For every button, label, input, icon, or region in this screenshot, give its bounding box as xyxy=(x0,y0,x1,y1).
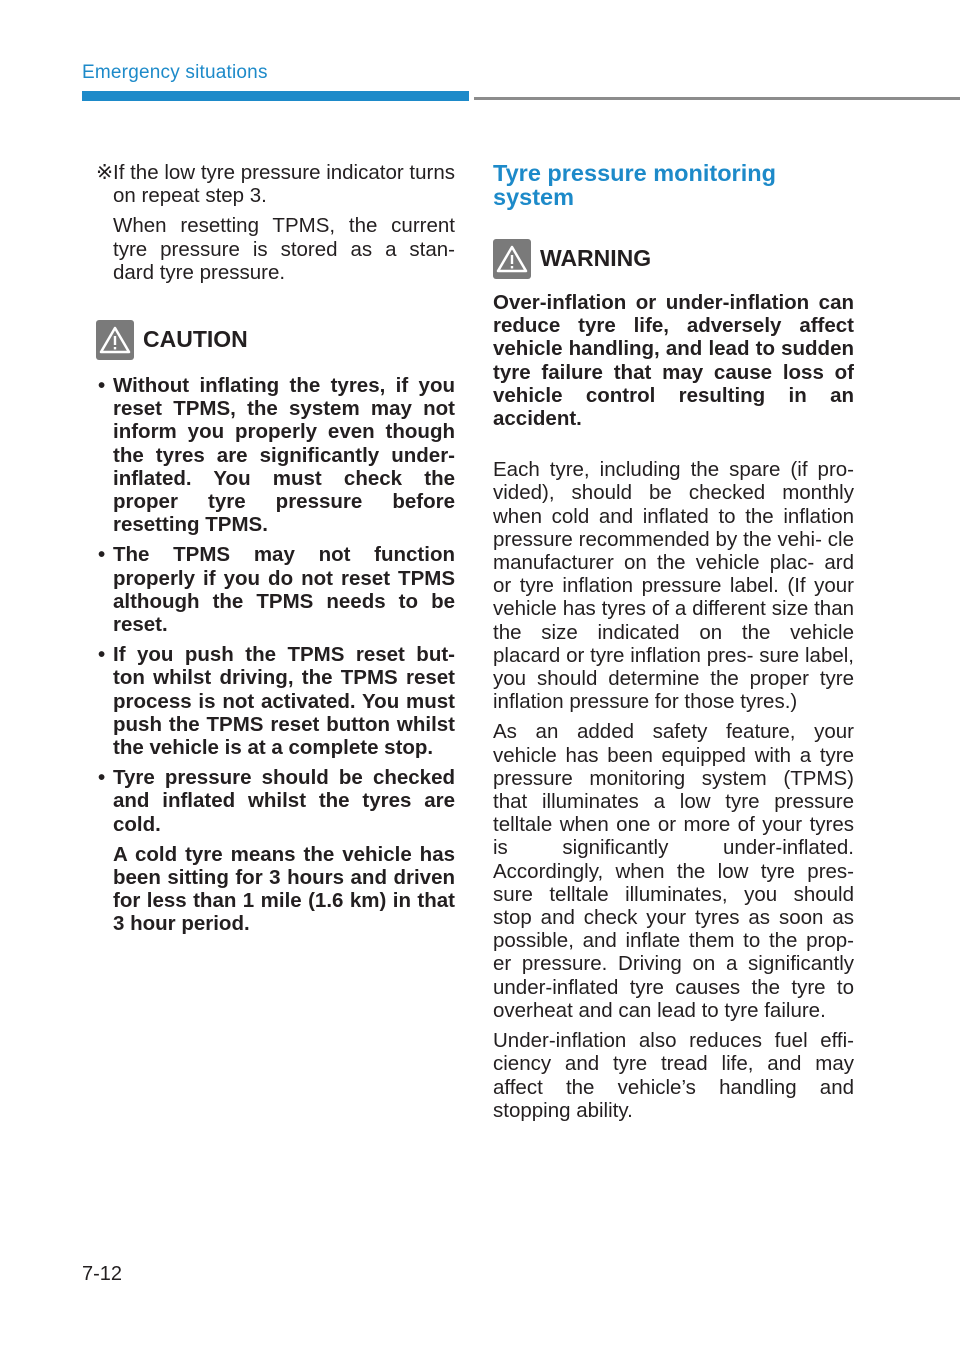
caution-item-text: Tyre pressure should be checked and inflated whilst the tyres are cold. xyxy=(113,766,455,836)
warning-text: Over-inflation or under-inflation can reduce tyre life, adversely affect vehicle handling, and lead to sudden tyre failure that may cause loss of vehicle control resulting in an accident. xyxy=(493,291,854,431)
body-paragraph: Each tyre, including the spare (if pro- vided), should be checked monthly when cold and inflated to the inflation pressure recommended by the vehi- cle manufacturer on the vehicle plac- ard or tyre inflation pressure label. (If your vehicle has tyres of a different size than the size indicated on the vehicle placard or tyre inflation pres- sure label, you should determine the proper tyre inflation pressure for those tyres.) xyxy=(493,458,854,714)
section-title: Emergency situations xyxy=(82,62,268,83)
caution-item xyxy=(96,374,455,536)
body-text xyxy=(493,458,854,1122)
caution-item-text: The TPMS may not function properly if you do not reset TPMS although the TPMS needs to be reset. xyxy=(113,543,455,637)
warning-triangle-icon xyxy=(96,320,134,360)
header-accent-bar xyxy=(82,91,469,101)
page-number: 7-12 xyxy=(82,1263,123,1285)
caution-header xyxy=(96,320,455,360)
caution-item-text: Without inflating the tyres, if you reset TPMS, the system may not inform you properly even though the tyres are significantly under-inflated. You must check the proper tyre pressure before resetting TPMS. xyxy=(113,374,455,537)
bullet-mark: • xyxy=(98,374,106,398)
header-rule xyxy=(474,97,960,100)
note-mark: ※ xyxy=(96,161,114,184)
caution-item xyxy=(96,766,455,935)
caution-item xyxy=(96,543,455,636)
caution-item xyxy=(96,643,455,759)
note-block xyxy=(96,161,455,284)
left-column xyxy=(96,161,455,936)
bullet-mark: • xyxy=(98,766,106,790)
body-paragraph: Under-inflation also reduces fuel effi- ciency and tyre tread life, and may affect the vehicle’s handling and stopping ability. xyxy=(493,1029,854,1122)
bullet-mark: • xyxy=(98,643,106,667)
bullet-mark: • xyxy=(98,543,106,567)
note-paragraph: If the low tyre pressure indicator turns on repeat step 3. xyxy=(113,161,455,208)
body-paragraph: As an added safety feature, your vehicle has been equipped with a tyre pressure monitoring system (TPMS) that illuminates a low tyre pressure telltale when one or more of your tyres is significantly under-inflated. Accordingly, when the low tyre pres- sure telltale illuminates, you should stop and check your tyres as soon as possible, and inflate them to the prop- er pressure. Driving on a significantly under-inflated tyre causes the tyre to overheat and can lead to tyre failure. xyxy=(493,720,854,1022)
caution-item-text: A cold tyre means the vehicle has been sitting for 3 hours and driven for less than 1 mile (1.6 km) in that 3 hour period. xyxy=(113,842,455,936)
warning-triangle-icon xyxy=(493,239,531,279)
caution-label: CAUTION xyxy=(143,326,248,353)
caution-list xyxy=(96,374,455,936)
section-heading: Tyre pressure monitoring system xyxy=(493,160,776,210)
note-paragraph: When resetting TPMS, the current tyre pressure is stored as a stan- dard tyre pressure. xyxy=(113,214,455,284)
warning-label: WARNING xyxy=(540,245,652,272)
warning-header xyxy=(493,239,854,279)
right-column xyxy=(493,161,854,1122)
caution-item-text: If you push the TPMS reset but- ton whilst driving, the TPMS reset process is not activated. You must push the TPMS reset button whilst the vehicle is at a complete stop. xyxy=(113,643,455,760)
